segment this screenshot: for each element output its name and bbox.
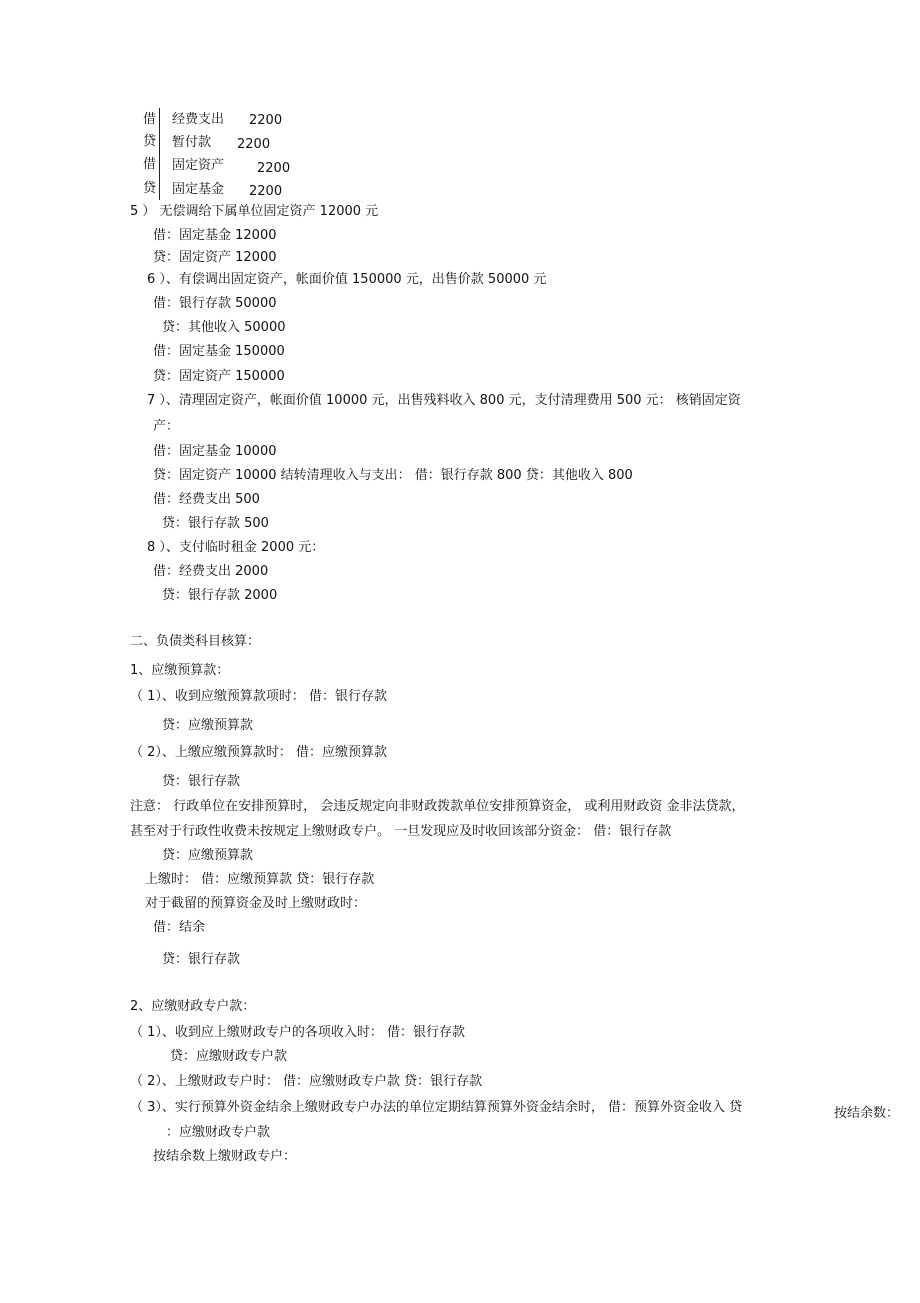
journal-line: 贷：应缴财政专户款	[170, 1049, 288, 1064]
item-heading: 7 ）、清理固定资产，帐面价值 10000 元，出售残料收入 800 元，支付清理费用 500 元： 核销固定资	[147, 393, 741, 408]
journal-line: 贷：应缴预算款	[162, 848, 254, 863]
entry-direction: 借	[143, 157, 157, 172]
entry-amount: 2200	[257, 161, 291, 176]
subsection-heading: 1、应缴预算款：	[130, 663, 230, 678]
journal-line: 贷：银行存款	[162, 774, 241, 789]
item-heading: 6 ）、有偿调出固定资产，帐面价值 150000 元，出售价款 50000 元	[147, 272, 547, 287]
item-heading: （ 2）、上缴财政专户时： 借：应缴财政专户款 贷：银行存款	[130, 1074, 483, 1089]
paragraph-line: 产：	[153, 419, 180, 434]
journal-line: 贷：银行存款	[162, 952, 241, 967]
paragraph-line: 对于截留的预算资金及时上缴财政时：	[145, 896, 367, 911]
margin-text: 按结余数：	[834, 1106, 900, 1121]
journal-line: 贷：固定资产 150000	[153, 369, 285, 384]
journal-line: 贷：其他收入 50000	[162, 320, 286, 335]
entry-direction: 借	[143, 112, 157, 127]
item-heading: （ 2）、上缴应缴预算款时： 借：应缴预算款	[130, 745, 388, 760]
journal-line: 贷：固定资产 10000 结转清理收入与支出： 借：银行存款 800 贷：其他收入 800	[153, 468, 633, 483]
journal-line: 借：固定基金 10000	[153, 444, 277, 459]
item-heading: （ 3）、实行预算外资金结余上缴财政专户办法的单位定期结算预算外资金结余时， 借：预算外资金收入 贷	[130, 1100, 743, 1115]
entry-account: 暂付款	[172, 135, 212, 150]
item-heading: 5 ） 无偿调给下属单位固定资产 12000 元	[130, 204, 379, 219]
subsection-heading: 2、应缴财政专户款：	[130, 999, 256, 1014]
entry-divider-line	[159, 108, 160, 200]
note-paragraph-line: 注意： 行政单位在安排预算时， 会违反规定向非财政拨款单位安排预算资金， 或利用财政资 金非法贷款，	[130, 799, 745, 814]
entry-account: 固定资产	[172, 158, 225, 173]
journal-line: 借：银行存款 50000	[153, 296, 277, 311]
journal-line: 贷：固定资产 12000	[153, 250, 277, 265]
entry-direction: 贷	[143, 181, 157, 196]
entry-account: 固定基金	[172, 182, 225, 197]
journal-line: 上缴时： 借：应缴预算款 贷：银行存款	[145, 872, 375, 887]
section-heading: 二、负债类科目核算：	[130, 634, 261, 649]
journal-line: 借：固定基金 150000	[153, 344, 285, 359]
item-heading: 8 ）、支付临时租金 2000 元：	[147, 540, 325, 555]
journal-line: 贷：应缴预算款	[162, 718, 254, 733]
journal-line: ：应缴财政专户款	[166, 1125, 271, 1140]
paragraph-line: 按结余数上缴财政专户：	[153, 1149, 297, 1164]
journal-line: 借：经费支出 500	[153, 492, 260, 507]
item-heading: （ 1）、收到应上缴财政专户的各项收入时： 借：银行存款	[130, 1025, 466, 1040]
journal-line: 借：结余	[153, 920, 206, 935]
entry-amount: 2200	[249, 184, 283, 199]
journal-line: 贷：银行存款 2000	[162, 588, 278, 603]
entry-amount: 2200	[249, 113, 283, 128]
journal-line: 借：固定基金 12000	[153, 228, 277, 243]
journal-line: 贷：银行存款 500	[162, 516, 269, 531]
journal-line: 借：经费支出 2000	[153, 564, 269, 579]
note-paragraph-line: 甚至对于行政性收费未按规定上缴财政专户。 一旦发现应及时收回该部分资金： 借：银行存款	[130, 824, 672, 839]
item-heading: （ 1）、收到应缴预算款项时： 借：银行存款	[130, 689, 388, 704]
entry-direction: 贷	[143, 134, 157, 149]
entry-account: 经费支出	[172, 112, 225, 127]
entry-amount: 2200	[237, 137, 271, 152]
